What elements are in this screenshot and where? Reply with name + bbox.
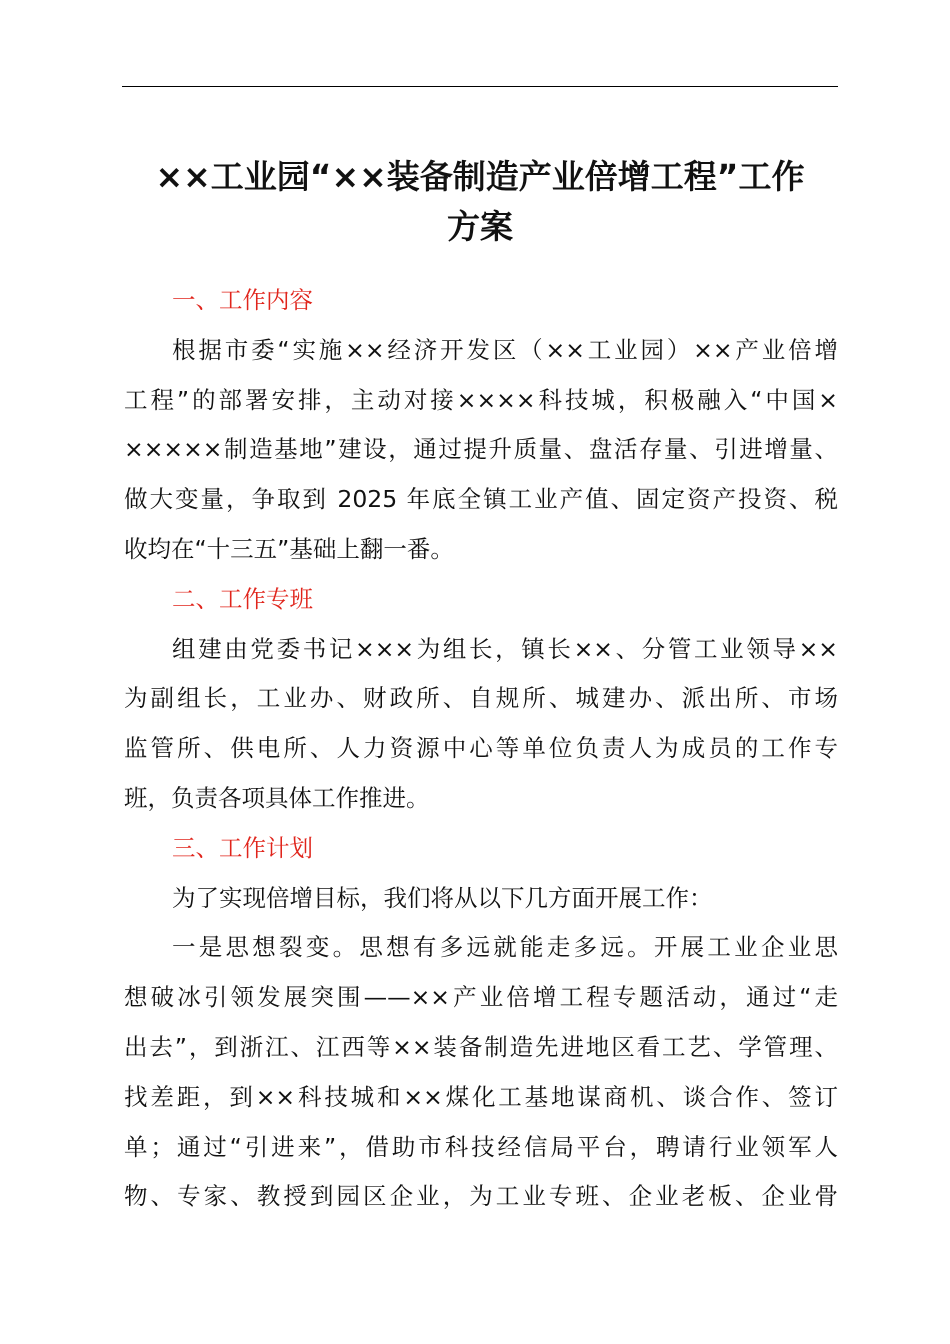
paragraph-plan-intro <box>124 874 838 924</box>
text-line: 为副组长，工业办、财政所、自规所、城建办、派出所、市场 <box>124 684 838 713</box>
text-line: 监管所、供电所、人力资源中心等单位负责人为成员的工作专 <box>124 734 838 763</box>
paragraph-thought-change <box>124 923 838 1222</box>
text-line: 物、专家、教授到园区企业，为工业专班、企业老板、企业骨 <box>124 1182 838 1211</box>
title-line-2: 方案 <box>447 207 513 246</box>
text-line: 根据市委“实施××经济开发区（××工业园）××产业倍增 <box>172 335 838 364</box>
text-line: ×××××制造基地”建设，通过提升质量、盘活存量、引进增量、 <box>124 435 838 464</box>
text-line: 工程”的部署安排，主动对接××××科技城，积极融入“中国× <box>124 385 838 414</box>
text-line: 班，负责各项具体工作推进。 <box>124 783 430 812</box>
text-line: 做大变量，争取到 2025 年底全镇工业产值、固定资产投资、税 <box>124 485 838 514</box>
text-line: 为了实现倍增目标，我们将从以下几方面开展工作： <box>172 883 713 912</box>
paragraph-work-team <box>124 625 838 824</box>
title-line-1: ××工业园“××装备制造产业倍增工程”工作 <box>155 157 805 196</box>
top-rule <box>122 86 838 87</box>
text-line: 想破冰引领发展突围——××产业倍增工程专题活动，通过“走 <box>124 983 838 1012</box>
paragraph-work-content <box>124 326 838 575</box>
document-title <box>122 152 838 252</box>
text-line: 单；通过“引进来”，借助市科技经信局平台，聘请行业领军人 <box>124 1132 838 1161</box>
section-heading-plan: 三、工作计划 <box>172 833 313 862</box>
section-heading-content: 一、工作内容 <box>172 286 313 314</box>
text-line: 找差距，到××科技城和××煤化工基地谋商机、谈合作、签订 <box>124 1082 838 1111</box>
document-body <box>124 276 838 1222</box>
text-line: 出去”，到浙江、江西等××装备制造先进地区看工艺、学管理、 <box>124 1032 838 1061</box>
text-line: 一是思想裂变。思想有多远就能走多远。开展工业企业思 <box>172 933 838 962</box>
text-line: 组建由党委书记×××为组长，镇长××、分管工业领导×× <box>172 634 838 663</box>
section-heading-team: 二、工作专班 <box>172 584 313 613</box>
text-line: 收均在“十三五”基础上翻一番。 <box>124 534 454 563</box>
